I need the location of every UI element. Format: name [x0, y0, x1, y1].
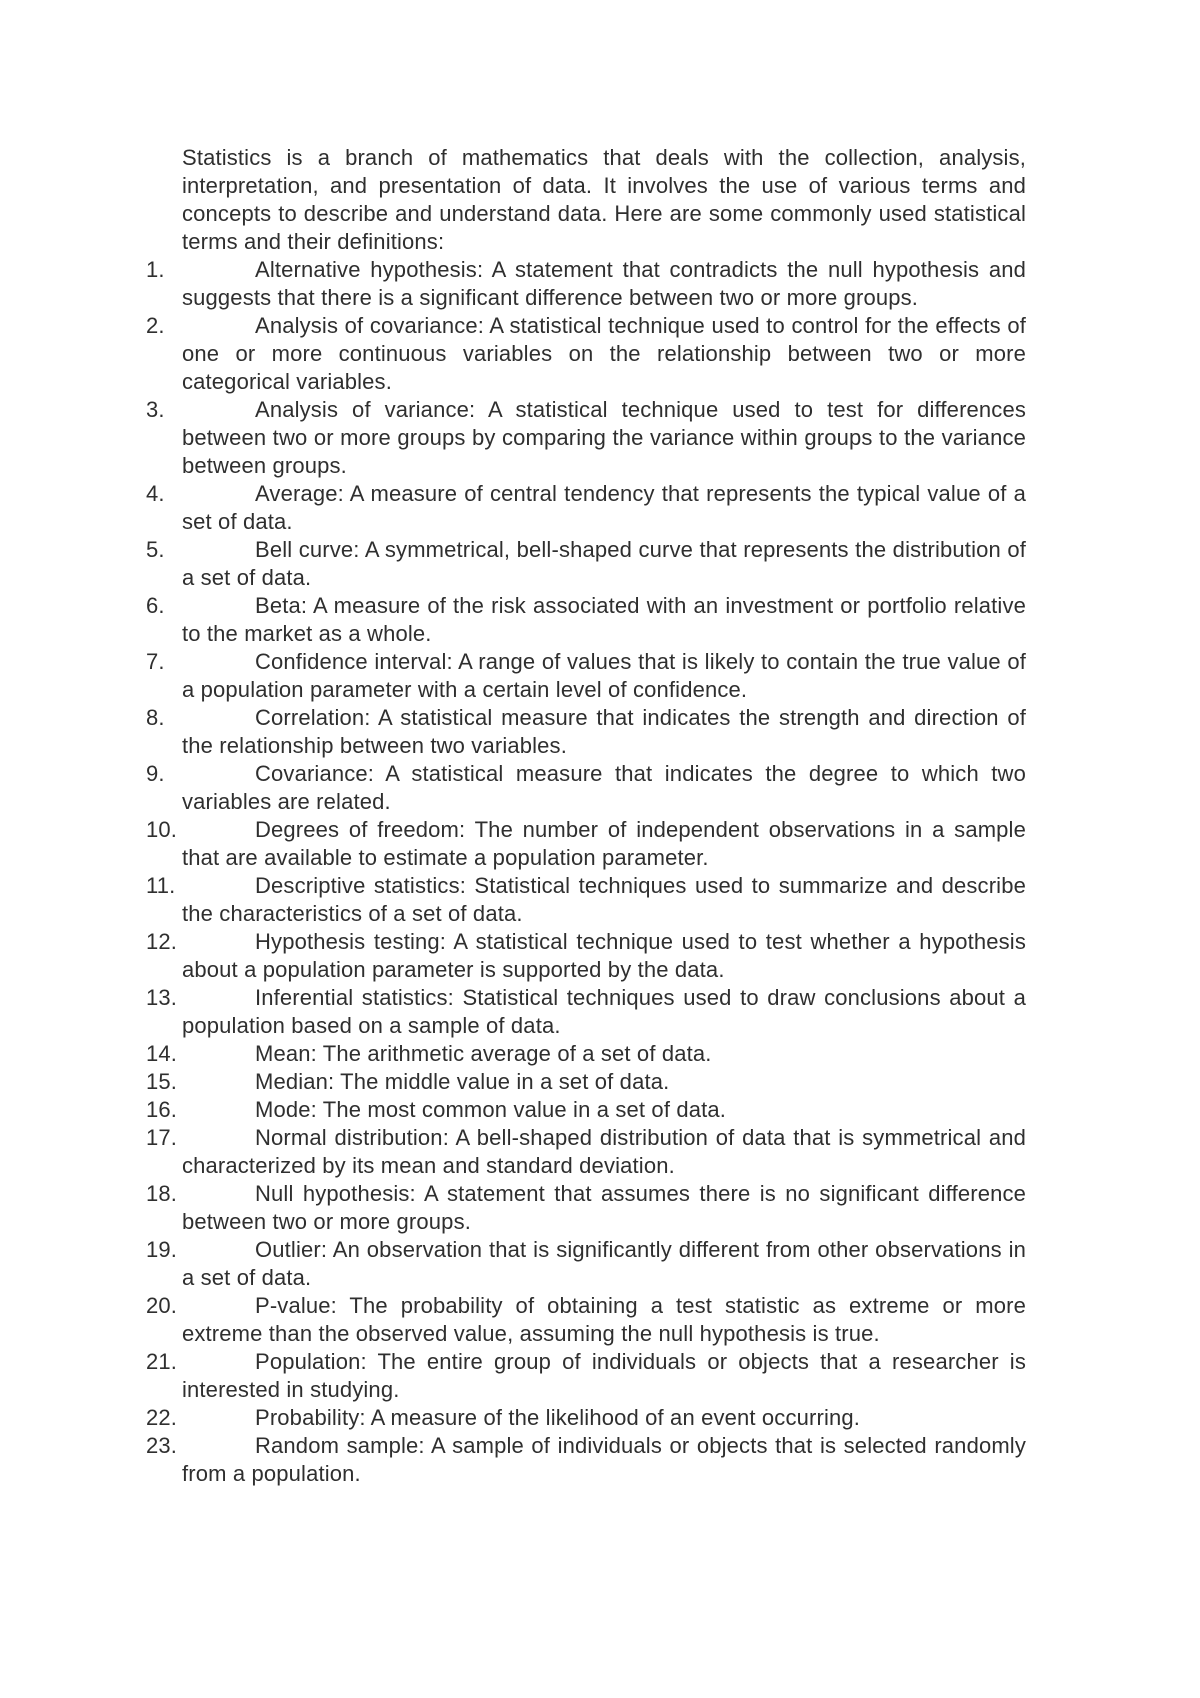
list-item — [146, 1096, 1026, 1124]
list-item-number: 15. — [146, 1069, 178, 1094]
list-item-number: 21. — [146, 1349, 178, 1374]
list-item-definition: Null hypothesis: A statement that assumes there is no significant difference between two or more groups. — [182, 1181, 1026, 1234]
list-item-number: 18. — [146, 1181, 178, 1206]
list-item — [146, 984, 1026, 1040]
list-item — [146, 1124, 1026, 1180]
list-item-number: 9. — [146, 761, 165, 786]
list-item-definition: Average: A measure of central tendency that represents the typical value of a set of data. — [182, 481, 1026, 534]
list-item-definition: Bell curve: A symmetrical, bell-shaped curve that represents the distribution of a set of data. — [182, 537, 1026, 590]
list-item — [146, 872, 1026, 928]
list-item-number: 3. — [146, 397, 165, 422]
list-item — [146, 312, 1026, 396]
list-item-number: 4. — [146, 481, 165, 506]
list-item — [146, 1180, 1026, 1236]
list-item-definition: Correlation: A statistical measure that indicates the strength and direction of the relationship between two variables. — [182, 705, 1026, 758]
list-item — [146, 928, 1026, 984]
list-item — [146, 1432, 1026, 1488]
list-item — [146, 396, 1026, 480]
list-item-number: 17. — [146, 1125, 178, 1150]
list-item-definition: Random sample: A sample of individuals or objects that is selected randomly from a population. — [182, 1433, 1026, 1486]
list-item-definition: Normal distribution: A bell-shaped distribution of data that is symmetrical and characterized by its mean and standard deviation. — [182, 1125, 1026, 1178]
list-item-number: 19. — [146, 1237, 178, 1262]
list-item-number: 5. — [146, 537, 165, 562]
statistical-terms-list — [146, 256, 1026, 1488]
list-item-number: 8. — [146, 705, 165, 730]
list-item — [146, 760, 1026, 816]
list-item-number: 13. — [146, 985, 178, 1010]
list-item — [146, 592, 1026, 648]
list-item — [146, 536, 1026, 592]
list-item-definition: Probability: A measure of the likelihood of an event occurring. — [255, 1405, 861, 1430]
list-item — [146, 816, 1026, 872]
list-item-definition: Median: The middle value in a set of data. — [255, 1069, 670, 1094]
list-item-definition: Mode: The most common value in a set of data. — [255, 1097, 727, 1122]
list-item-number: 1. — [146, 257, 165, 282]
list-item-number: 6. — [146, 593, 165, 618]
list-item-definition: Covariance: A statistical measure that indicates the degree to which two variables are related. — [182, 761, 1026, 814]
list-item — [146, 1068, 1026, 1096]
list-item-definition: Inferential statistics: Statistical techniques used to draw conclusions about a population based on a sample of data. — [182, 985, 1026, 1038]
list-item-definition: Analysis of variance: A statistical technique used to test for differences between two or more groups by comparing the variance within groups to the variance between groups. — [182, 397, 1026, 478]
list-item-number: 12. — [146, 929, 178, 954]
list-item-number: 14. — [146, 1041, 178, 1066]
list-item-definition: Hypothesis testing: A statistical technique used to test whether a hypothesis about a population parameter is supported by the data. — [182, 929, 1026, 982]
document-body — [146, 144, 1026, 1488]
list-item-definition: Confidence interval: A range of values that is likely to contain the true value of a population parameter with a certain level of confidence. — [182, 649, 1026, 702]
list-item-number: 2. — [146, 313, 165, 338]
list-item — [146, 648, 1026, 704]
list-item-definition: Mean: The arithmetic average of a set of data. — [255, 1041, 712, 1066]
list-item-number: 10. — [146, 817, 178, 842]
list-item-definition: Population: The entire group of individuals or objects that a researcher is interested in studying. — [182, 1349, 1026, 1402]
list-item-definition: Descriptive statistics: Statistical techniques used to summarize and describe the characteristics of a set of data. — [182, 873, 1026, 926]
list-item-definition: P-value: The probability of obtaining a test statistic as extreme or more extreme than the observed value, assuming the null hypothesis is true. — [182, 1293, 1026, 1346]
list-item — [146, 256, 1026, 312]
list-item-number: 11. — [146, 873, 176, 898]
list-item — [146, 1236, 1026, 1292]
list-item-number: 23. — [146, 1433, 178, 1458]
list-item-number: 16. — [146, 1097, 178, 1122]
list-item — [146, 1348, 1026, 1404]
list-item — [146, 1292, 1026, 1348]
list-item-definition: Beta: A measure of the risk associated with an investment or portfolio relative to the market as a whole. — [182, 593, 1026, 646]
list-item — [146, 480, 1026, 536]
list-item-number: 22. — [146, 1405, 178, 1430]
list-item-definition: Alternative hypothesis: A statement that contradicts the null hypothesis and suggests that there is a significant difference between two or more groups. — [182, 257, 1026, 310]
list-item-definition: Outlier: An observation that is significantly different from other observations in a set of data. — [182, 1237, 1026, 1290]
list-item-definition: Degrees of freedom: The number of independent observations in a sample that are available to estimate a population parameter. — [182, 817, 1026, 870]
list-item — [146, 1040, 1026, 1068]
intro-paragraph: Statistics is a branch of mathematics that deals with the collection, analysis, interpretation, and presentation of data. It involves the use of various terms and concepts to describe and understand data. Here are some commonly used statistical terms and their definitions: — [182, 145, 1026, 254]
list-item — [146, 1404, 1026, 1432]
list-item-definition: Analysis of covariance: A statistical technique used to control for the effects of one or more continuous variables on the relationship between two or more categorical variables. — [182, 313, 1026, 394]
list-item-number: 20. — [146, 1293, 178, 1318]
list-item — [146, 704, 1026, 760]
list-item-number: 7. — [146, 649, 165, 674]
